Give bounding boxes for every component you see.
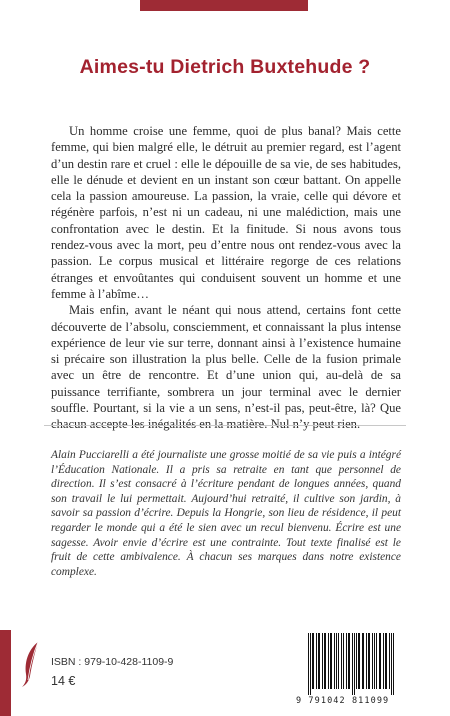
isbn-barcode xyxy=(296,630,414,710)
barcode-digits: 9 791042 811099 xyxy=(296,696,390,706)
bottom-left-accent-strip xyxy=(0,630,11,716)
back-cover-description xyxy=(51,123,401,433)
description-paragraph-1: Un homme croise une femme, quoi de plus banal? Mais cette femme, qui bien malgré elle, le détruit au premier regard, est l’agent d’un destin rare et cruel : elle le dépouille de sa vie, de ses habitudes, elle le dénude et devient en un instant son cœur battant. On appelle cela la passion amoureuse. La passion, la vraie, celle qui dévore et régénère parfois, n’est ni un cadeau, ni une malédiction, mais une confrontation avec le destin. Et la finitude. Si nous avons tous rendez-vous avec la mort, peu d’entre nous ont rendez-vous avec la passion. Le corpus musical et littéraire regorge de ces relations étranges et envoûtantes qui conduisent souvent un homme et une femme à l’abîme… xyxy=(51,124,401,301)
top-accent-bar xyxy=(140,0,308,11)
book-title: Aimes-tu Dietrich Buxtehude ? xyxy=(79,56,371,78)
barcode-bars xyxy=(300,633,410,695)
price-text: 14 € xyxy=(51,674,76,688)
author-biography: Alain Pucciarelli a été journaliste une grosse moitié de sa vie puis a intégré l’Éducation Nationale. Il a pris sa retraite en tant que personnel de direction. Il s’est consacré à l’écriture pendant de longues années, quand son travail le lui permettait. Aujourd’hui retraité, il cultive son jardin, à savoir sa passion d’écrire. Depuis la Hongrie, son lieu de résidence, il peut regarder le monde qui a été le sien avec un recul bienvenu. Écrire est une sagesse. Avoir envie d’écrire est une contrainte. Tout texte finalisé est le fruit de cette ambivalence. À chacun ses marques dans notre existence complexe. xyxy=(51,449,401,578)
isbn-text: ISBN : 979-10-428-1109-9 xyxy=(51,656,174,668)
quill-icon xyxy=(20,640,42,693)
description-paragraph-2: Mais enfin, avant le néant qui nous attend, certains font cette découverte de l’absolu, consciemment, et connaissant la plus intense expérience de leur vie sur terre, donnant ainsi à l’existence humaine si précaire son illustration la plus belle. Celle de la fusion primale avec un être de rencontre. Et d’une union qui, au-delà de sa puissance terrifiante, sombrera un jour terminal avec le dernier souffle. Pourtant, si la vie a un sens, n’est-il pas, peut-être, là? Que chacun accepte les inégalités en la matière. Nul n’y peut rien. xyxy=(51,303,401,432)
section-divider xyxy=(44,425,406,426)
